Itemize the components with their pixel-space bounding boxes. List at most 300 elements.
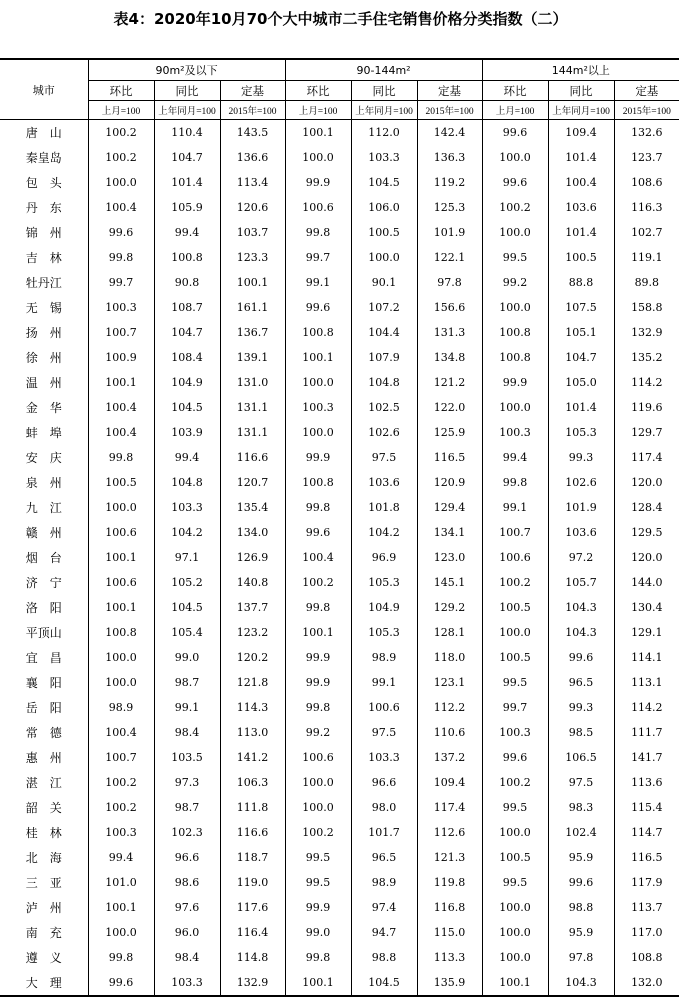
city-name-cell: 牡丹江 — [0, 270, 88, 295]
table-row — [0, 945, 679, 970]
city-name-cell: 湛 江 — [0, 770, 88, 795]
city-name-cell: 惠 州 — [0, 745, 88, 770]
table-row — [0, 820, 679, 845]
index-value-cell: 100.0 — [482, 945, 548, 970]
index-value-cell: 103.3 — [351, 745, 417, 770]
index-value-cell: 104.2 — [154, 520, 220, 545]
index-value-cell: 110.4 — [154, 120, 220, 146]
header-group-small: 90m²及以下 — [88, 59, 285, 81]
index-value-cell: 96.6 — [154, 845, 220, 870]
index-value-cell: 100.3 — [88, 295, 154, 320]
header-city: 城市 — [0, 59, 88, 120]
table-row — [0, 195, 679, 220]
header-base-0-2: 2015年=100 — [220, 101, 285, 120]
index-value-cell: 129.2 — [417, 595, 482, 620]
table-row — [0, 220, 679, 245]
index-value-cell: 103.6 — [548, 195, 614, 220]
index-value-cell: 104.7 — [154, 145, 220, 170]
index-value-cell: 99.4 — [154, 220, 220, 245]
index-value-cell: 112.0 — [351, 120, 417, 146]
index-value-cell: 121.3 — [417, 845, 482, 870]
index-value-cell: 98.0 — [351, 795, 417, 820]
index-value-cell: 99.5 — [285, 845, 351, 870]
index-value-cell: 114.3 — [220, 695, 285, 720]
table-header — [0, 59, 679, 120]
index-value-cell: 129.1 — [631, 626, 663, 639]
city-name-cell: 金 华 — [0, 395, 88, 420]
index-value-cell: 99.8 — [482, 470, 548, 495]
index-value-cell: 104.4 — [351, 320, 417, 345]
index-value-cell: 117.9 — [631, 876, 663, 889]
index-value-cell: 100.0 — [482, 395, 548, 420]
index-value-cell: 97.8 — [548, 945, 614, 970]
index-value-cell: 96.0 — [154, 920, 220, 945]
table-row — [0, 570, 679, 595]
index-value-cell: 116.6 — [220, 445, 285, 470]
index-value-cell: 99.6 — [285, 295, 351, 320]
header-base-0-0: 上月=100 — [88, 101, 154, 120]
index-value-cell: 114.2 — [631, 701, 663, 714]
index-value-cell: 109.4 — [548, 120, 614, 146]
index-value-cell: 100.8 — [285, 320, 351, 345]
index-value-cell: 100.0 — [285, 420, 351, 445]
index-value-cell: 111.7 — [631, 726, 663, 739]
index-value-cell: 104.2 — [351, 520, 417, 545]
index-value-cell: 120.9 — [417, 470, 482, 495]
table-row — [0, 495, 679, 520]
index-value-cell: 99.4 — [88, 845, 154, 870]
index-value-cell: 101.4 — [154, 170, 220, 195]
header-base-2-2: 2015年=100 — [614, 101, 679, 120]
index-value-cell: 100.1 — [285, 345, 351, 370]
table-row — [0, 145, 679, 170]
index-value-cell: 116.3 — [631, 201, 663, 214]
index-value-cell: 104.3 — [548, 970, 614, 996]
index-value-cell: 100.0 — [88, 495, 154, 520]
index-value-cell: 117.4 — [631, 451, 663, 464]
index-value-cell: 129.5 — [631, 526, 663, 539]
index-value-cell: 107.2 — [351, 295, 417, 320]
index-value-cell: 112.6 — [417, 820, 482, 845]
index-value-cell: 100.5 — [482, 645, 548, 670]
index-value-cell: 113.0 — [220, 720, 285, 745]
index-value-cell: 123.2 — [220, 620, 285, 645]
index-value-cell: 129.4 — [417, 495, 482, 520]
index-value-cell: 100.2 — [88, 145, 154, 170]
header-base-1-2: 2015年=100 — [417, 101, 482, 120]
index-value-cell: 108.8 — [631, 951, 663, 964]
index-value-cell: 100.8 — [88, 620, 154, 645]
index-value-cell: 101.9 — [548, 495, 614, 520]
table-body — [0, 120, 679, 997]
index-value-cell: 104.5 — [351, 170, 417, 195]
index-value-cell: 106.0 — [351, 195, 417, 220]
index-value-cell: 101.4 — [548, 145, 614, 170]
index-value-cell: 100.0 — [88, 670, 154, 695]
index-value-cell: 120.0 — [631, 476, 663, 489]
index-value-cell: 104.5 — [154, 395, 220, 420]
index-value-cell: 90.1 — [351, 270, 417, 295]
index-value-cell: 114.1 — [631, 651, 663, 664]
index-value-cell: 89.8 — [634, 276, 660, 289]
index-value-cell: 97.6 — [154, 895, 220, 920]
index-value-cell: 105.1 — [548, 320, 614, 345]
index-value-cell: 100.0 — [482, 620, 548, 645]
index-value-cell: 135.9 — [417, 970, 482, 996]
index-value-cell: 100.8 — [482, 345, 548, 370]
header-sub-0-0: 环比 — [88, 81, 154, 101]
price-index-table — [0, 58, 679, 997]
index-value-cell: 144.0 — [631, 576, 663, 589]
index-value-cell: 119.2 — [417, 170, 482, 195]
index-value-cell: 99.4 — [154, 445, 220, 470]
index-value-cell: 99.3 — [548, 695, 614, 720]
table-row — [0, 445, 679, 470]
table-row — [0, 245, 679, 270]
index-value-cell: 161.1 — [220, 295, 285, 320]
header-base-1-1: 上年同月=100 — [351, 101, 417, 120]
header-base-2-1: 上年同月=100 — [548, 101, 614, 120]
header-sub-2-0: 环比 — [482, 81, 548, 101]
index-value-cell: 100.2 — [482, 195, 548, 220]
index-value-cell: 104.9 — [154, 370, 220, 395]
index-value-cell: 156.6 — [417, 295, 482, 320]
index-value-cell: 108.7 — [154, 295, 220, 320]
index-value-cell: 119.0 — [220, 870, 285, 895]
index-value-cell: 103.7 — [220, 220, 285, 245]
index-value-cell: 142.4 — [417, 120, 482, 146]
header-sub-0-2: 定基 — [220, 81, 285, 101]
index-value-cell: 100.0 — [88, 920, 154, 945]
index-value-cell: 118.0 — [417, 645, 482, 670]
index-value-cell: 99.4 — [482, 445, 548, 470]
index-value-cell: 99.5 — [482, 245, 548, 270]
table-row — [0, 345, 679, 370]
index-value-cell: 100.7 — [482, 520, 548, 545]
city-name-cell: 平顶山 — [0, 620, 88, 645]
index-value-cell: 115.0 — [417, 920, 482, 945]
index-value-cell: 132.9 — [220, 970, 285, 996]
index-value-cell: 99.6 — [88, 220, 154, 245]
index-value-cell: 111.8 — [220, 795, 285, 820]
index-value-cell: 103.6 — [548, 520, 614, 545]
index-value-cell: 106.3 — [220, 770, 285, 795]
index-value-cell: 100.0 — [88, 170, 154, 195]
index-value-cell: 98.9 — [351, 870, 417, 895]
index-value-cell: 99.6 — [88, 970, 154, 996]
index-value-cell: 100.5 — [482, 595, 548, 620]
index-value-cell: 97.8 — [417, 270, 482, 295]
city-name-cell: 秦皇岛 — [0, 145, 88, 170]
index-value-cell: 100.2 — [285, 820, 351, 845]
index-value-cell: 100.6 — [482, 545, 548, 570]
index-value-cell: 101.9 — [417, 220, 482, 245]
index-value-cell: 100.0 — [482, 820, 548, 845]
index-value-cell: 102.7 — [631, 226, 663, 239]
index-value-cell: 100.0 — [482, 295, 548, 320]
index-value-cell: 125.9 — [417, 420, 482, 445]
index-value-cell: 99.0 — [154, 645, 220, 670]
city-name-cell: 烟 台 — [0, 545, 88, 570]
header-group-medium: 90-144m² — [285, 59, 482, 81]
index-value-cell: 105.0 — [548, 370, 614, 395]
index-value-cell: 104.7 — [154, 320, 220, 345]
index-value-cell: 100.0 — [88, 645, 154, 670]
index-value-cell: 100.8 — [154, 245, 220, 270]
index-value-cell: 117.6 — [220, 895, 285, 920]
index-value-cell: 99.8 — [285, 220, 351, 245]
city-name-cell: 大 理 — [0, 970, 88, 996]
index-value-cell: 96.6 — [351, 770, 417, 795]
city-name-cell: 常 德 — [0, 720, 88, 745]
index-value-cell: 99.9 — [285, 645, 351, 670]
index-value-cell: 99.5 — [285, 870, 351, 895]
index-value-cell: 116.4 — [220, 920, 285, 945]
table-row — [0, 120, 679, 146]
index-value-cell: 99.6 — [482, 745, 548, 770]
header-sub-0-1: 同比 — [154, 81, 220, 101]
index-value-cell: 103.3 — [351, 145, 417, 170]
header-base-2-0: 上月=100 — [482, 101, 548, 120]
index-value-cell: 98.7 — [154, 670, 220, 695]
header-base-1-0: 上月=100 — [285, 101, 351, 120]
index-value-cell: 90.8 — [154, 270, 220, 295]
city-name-cell: 无 锡 — [0, 295, 88, 320]
index-value-cell: 116.5 — [417, 445, 482, 470]
index-value-cell: 112.2 — [417, 695, 482, 720]
table-row — [0, 545, 679, 570]
index-value-cell: 114.2 — [631, 376, 663, 389]
table-row — [0, 720, 679, 745]
index-value-cell: 99.8 — [285, 595, 351, 620]
index-value-cell: 100.5 — [482, 845, 548, 870]
city-name-cell: 丹 东 — [0, 195, 88, 220]
index-value-cell: 99.6 — [285, 520, 351, 545]
index-value-cell: 100.0 — [285, 795, 351, 820]
index-value-cell: 99.5 — [482, 870, 548, 895]
index-value-cell: 99.8 — [285, 495, 351, 520]
index-value-cell: 101.7 — [351, 820, 417, 845]
index-value-cell: 99.7 — [88, 270, 154, 295]
index-value-cell: 100.3 — [482, 420, 548, 445]
index-value-cell: 119.6 — [631, 401, 663, 414]
index-value-cell: 100.6 — [88, 520, 154, 545]
city-name-cell: 吉 林 — [0, 245, 88, 270]
index-value-cell: 141.7 — [631, 751, 663, 764]
index-value-cell: 120.6 — [220, 195, 285, 220]
index-value-cell: 100.2 — [285, 570, 351, 595]
index-value-cell: 100.2 — [88, 770, 154, 795]
index-value-cell: 100.6 — [285, 745, 351, 770]
index-value-cell: 137.7 — [220, 595, 285, 620]
index-value-cell: 100.8 — [482, 320, 548, 345]
table-row — [0, 895, 679, 920]
city-name-cell: 襄 阳 — [0, 670, 88, 695]
index-value-cell: 132.9 — [631, 326, 663, 339]
index-value-cell: 98.4 — [154, 720, 220, 745]
index-value-cell: 116.5 — [631, 851, 663, 864]
index-value-cell: 97.5 — [351, 720, 417, 745]
index-value-cell: 100.7 — [88, 320, 154, 345]
index-value-cell: 113.6 — [631, 776, 663, 789]
index-value-cell: 98.3 — [548, 795, 614, 820]
index-value-cell: 104.7 — [548, 345, 614, 370]
index-value-cell: 99.0 — [285, 920, 351, 945]
index-value-cell: 99.1 — [351, 670, 417, 695]
index-value-cell: 99.9 — [285, 895, 351, 920]
index-value-cell: 123.1 — [417, 670, 482, 695]
index-value-cell: 116.6 — [220, 820, 285, 845]
index-value-cell: 99.9 — [285, 170, 351, 195]
index-value-cell: 129.7 — [631, 426, 663, 439]
index-value-cell: 141.2 — [220, 745, 285, 770]
index-value-cell: 100.0 — [351, 245, 417, 270]
index-value-cell: 98.9 — [88, 695, 154, 720]
index-value-cell: 101.8 — [351, 495, 417, 520]
index-value-cell: 136.3 — [417, 145, 482, 170]
index-value-cell: 95.9 — [548, 920, 614, 945]
index-value-cell: 100.1 — [482, 970, 548, 996]
table-row — [0, 670, 679, 695]
index-value-cell: 103.3 — [154, 970, 220, 996]
index-value-cell: 97.3 — [154, 770, 220, 795]
index-value-cell: 100.3 — [482, 720, 548, 745]
index-value-cell: 135.2 — [631, 351, 663, 364]
table-row — [0, 795, 679, 820]
index-value-cell: 132.0 — [614, 970, 679, 996]
index-value-cell: 118.7 — [220, 845, 285, 870]
index-value-cell: 105.7 — [548, 570, 614, 595]
index-value-cell: 97.5 — [351, 445, 417, 470]
index-value-cell: 134.1 — [417, 520, 482, 545]
index-value-cell: 100.4 — [88, 195, 154, 220]
index-value-cell: 105.4 — [154, 620, 220, 645]
city-name-cell: 遵 义 — [0, 945, 88, 970]
city-name-cell: 三 亚 — [0, 870, 88, 895]
table-row — [0, 395, 679, 420]
city-name-cell: 唐 山 — [0, 120, 88, 146]
table-row — [0, 870, 679, 895]
table-row — [0, 595, 679, 620]
table-row — [0, 170, 679, 195]
city-name-cell: 韶 关 — [0, 795, 88, 820]
index-value-cell: 121.8 — [220, 670, 285, 695]
table-row — [0, 370, 679, 395]
index-value-cell: 102.6 — [548, 470, 614, 495]
index-value-cell: 99.8 — [285, 695, 351, 720]
index-value-cell: 99.1 — [285, 270, 351, 295]
city-name-cell: 扬 州 — [0, 320, 88, 345]
header-sub-1-0: 环比 — [285, 81, 351, 101]
table-row — [0, 420, 679, 445]
index-value-cell: 99.9 — [285, 670, 351, 695]
index-value-cell: 97.2 — [548, 545, 614, 570]
city-name-cell: 岳 阳 — [0, 695, 88, 720]
city-name-cell: 宜 昌 — [0, 645, 88, 670]
header-sub-2-2: 定基 — [614, 81, 679, 101]
index-value-cell: 128.1 — [417, 620, 482, 645]
index-value-cell: 101.0 — [88, 870, 154, 895]
index-value-cell: 100.1 — [88, 545, 154, 570]
index-value-cell: 110.6 — [417, 720, 482, 745]
index-value-cell: 113.7 — [631, 901, 663, 914]
index-value-cell: 99.1 — [154, 695, 220, 720]
index-value-cell: 100.4 — [88, 395, 154, 420]
index-value-cell: 102.6 — [351, 420, 417, 445]
city-name-cell: 安 庆 — [0, 445, 88, 470]
index-value-cell: 99.5 — [482, 795, 548, 820]
index-value-cell: 123.7 — [631, 151, 663, 164]
index-value-cell: 143.5 — [220, 120, 285, 146]
index-value-cell: 100.1 — [220, 270, 285, 295]
index-value-cell: 100.6 — [88, 570, 154, 595]
table-title: 表4：2020年10月70个大中城市二手住宅销售价格分类指数（二） — [113, 10, 568, 28]
index-value-cell: 100.2 — [482, 570, 548, 595]
index-value-cell: 100.1 — [88, 895, 154, 920]
index-value-cell: 99.7 — [285, 245, 351, 270]
index-value-cell: 113.4 — [220, 170, 285, 195]
index-value-cell: 122.1 — [417, 245, 482, 270]
index-value-cell: 99.3 — [548, 445, 614, 470]
index-value-cell: 117.0 — [631, 926, 663, 939]
index-value-cell: 104.9 — [351, 595, 417, 620]
index-value-cell: 123.0 — [417, 545, 482, 570]
index-value-cell: 101.4 — [548, 220, 614, 245]
header-sub-1-1: 同比 — [351, 81, 417, 101]
index-value-cell: 158.8 — [631, 301, 663, 314]
index-value-cell: 100.6 — [351, 695, 417, 720]
index-value-cell: 100.4 — [548, 170, 614, 195]
header-sub-2-1: 同比 — [548, 81, 614, 101]
index-value-cell: 100.1 — [285, 970, 351, 996]
index-value-cell: 103.3 — [154, 495, 220, 520]
table-row — [0, 520, 679, 545]
city-name-cell: 泸 州 — [0, 895, 88, 920]
index-value-cell: 105.3 — [351, 620, 417, 645]
index-value-cell: 99.9 — [482, 370, 548, 395]
index-value-cell: 99.7 — [482, 695, 548, 720]
index-value-cell: 99.2 — [482, 270, 548, 295]
index-value-cell: 120.7 — [220, 470, 285, 495]
index-value-cell: 98.6 — [154, 870, 220, 895]
index-value-cell: 97.5 — [548, 770, 614, 795]
index-value-cell: 98.7 — [154, 795, 220, 820]
city-name-cell: 锦 州 — [0, 220, 88, 245]
city-name-cell: 赣 州 — [0, 520, 88, 545]
index-value-cell: 103.9 — [154, 420, 220, 445]
index-value-cell: 105.9 — [154, 195, 220, 220]
index-value-cell: 99.8 — [88, 445, 154, 470]
index-value-cell: 99.1 — [482, 495, 548, 520]
index-value-cell: 96.9 — [351, 545, 417, 570]
index-value-cell: 100.4 — [88, 720, 154, 745]
index-value-cell: 119.8 — [417, 870, 482, 895]
header-sub-1-2: 定基 — [417, 81, 482, 101]
index-value-cell: 103.6 — [351, 470, 417, 495]
index-value-cell: 100.0 — [482, 145, 548, 170]
index-value-cell: 99.6 — [482, 120, 548, 146]
index-value-cell: 104.5 — [154, 595, 220, 620]
index-value-cell: 100.0 — [482, 220, 548, 245]
index-value-cell: 114.7 — [631, 826, 663, 839]
index-value-cell: 104.5 — [351, 970, 417, 996]
index-value-cell: 109.4 — [417, 770, 482, 795]
city-name-cell: 桂 林 — [0, 820, 88, 845]
index-value-cell: 99.8 — [88, 945, 154, 970]
index-value-cell: 125.3 — [417, 195, 482, 220]
index-value-cell: 99.6 — [548, 870, 614, 895]
index-value-cell: 123.3 — [220, 245, 285, 270]
